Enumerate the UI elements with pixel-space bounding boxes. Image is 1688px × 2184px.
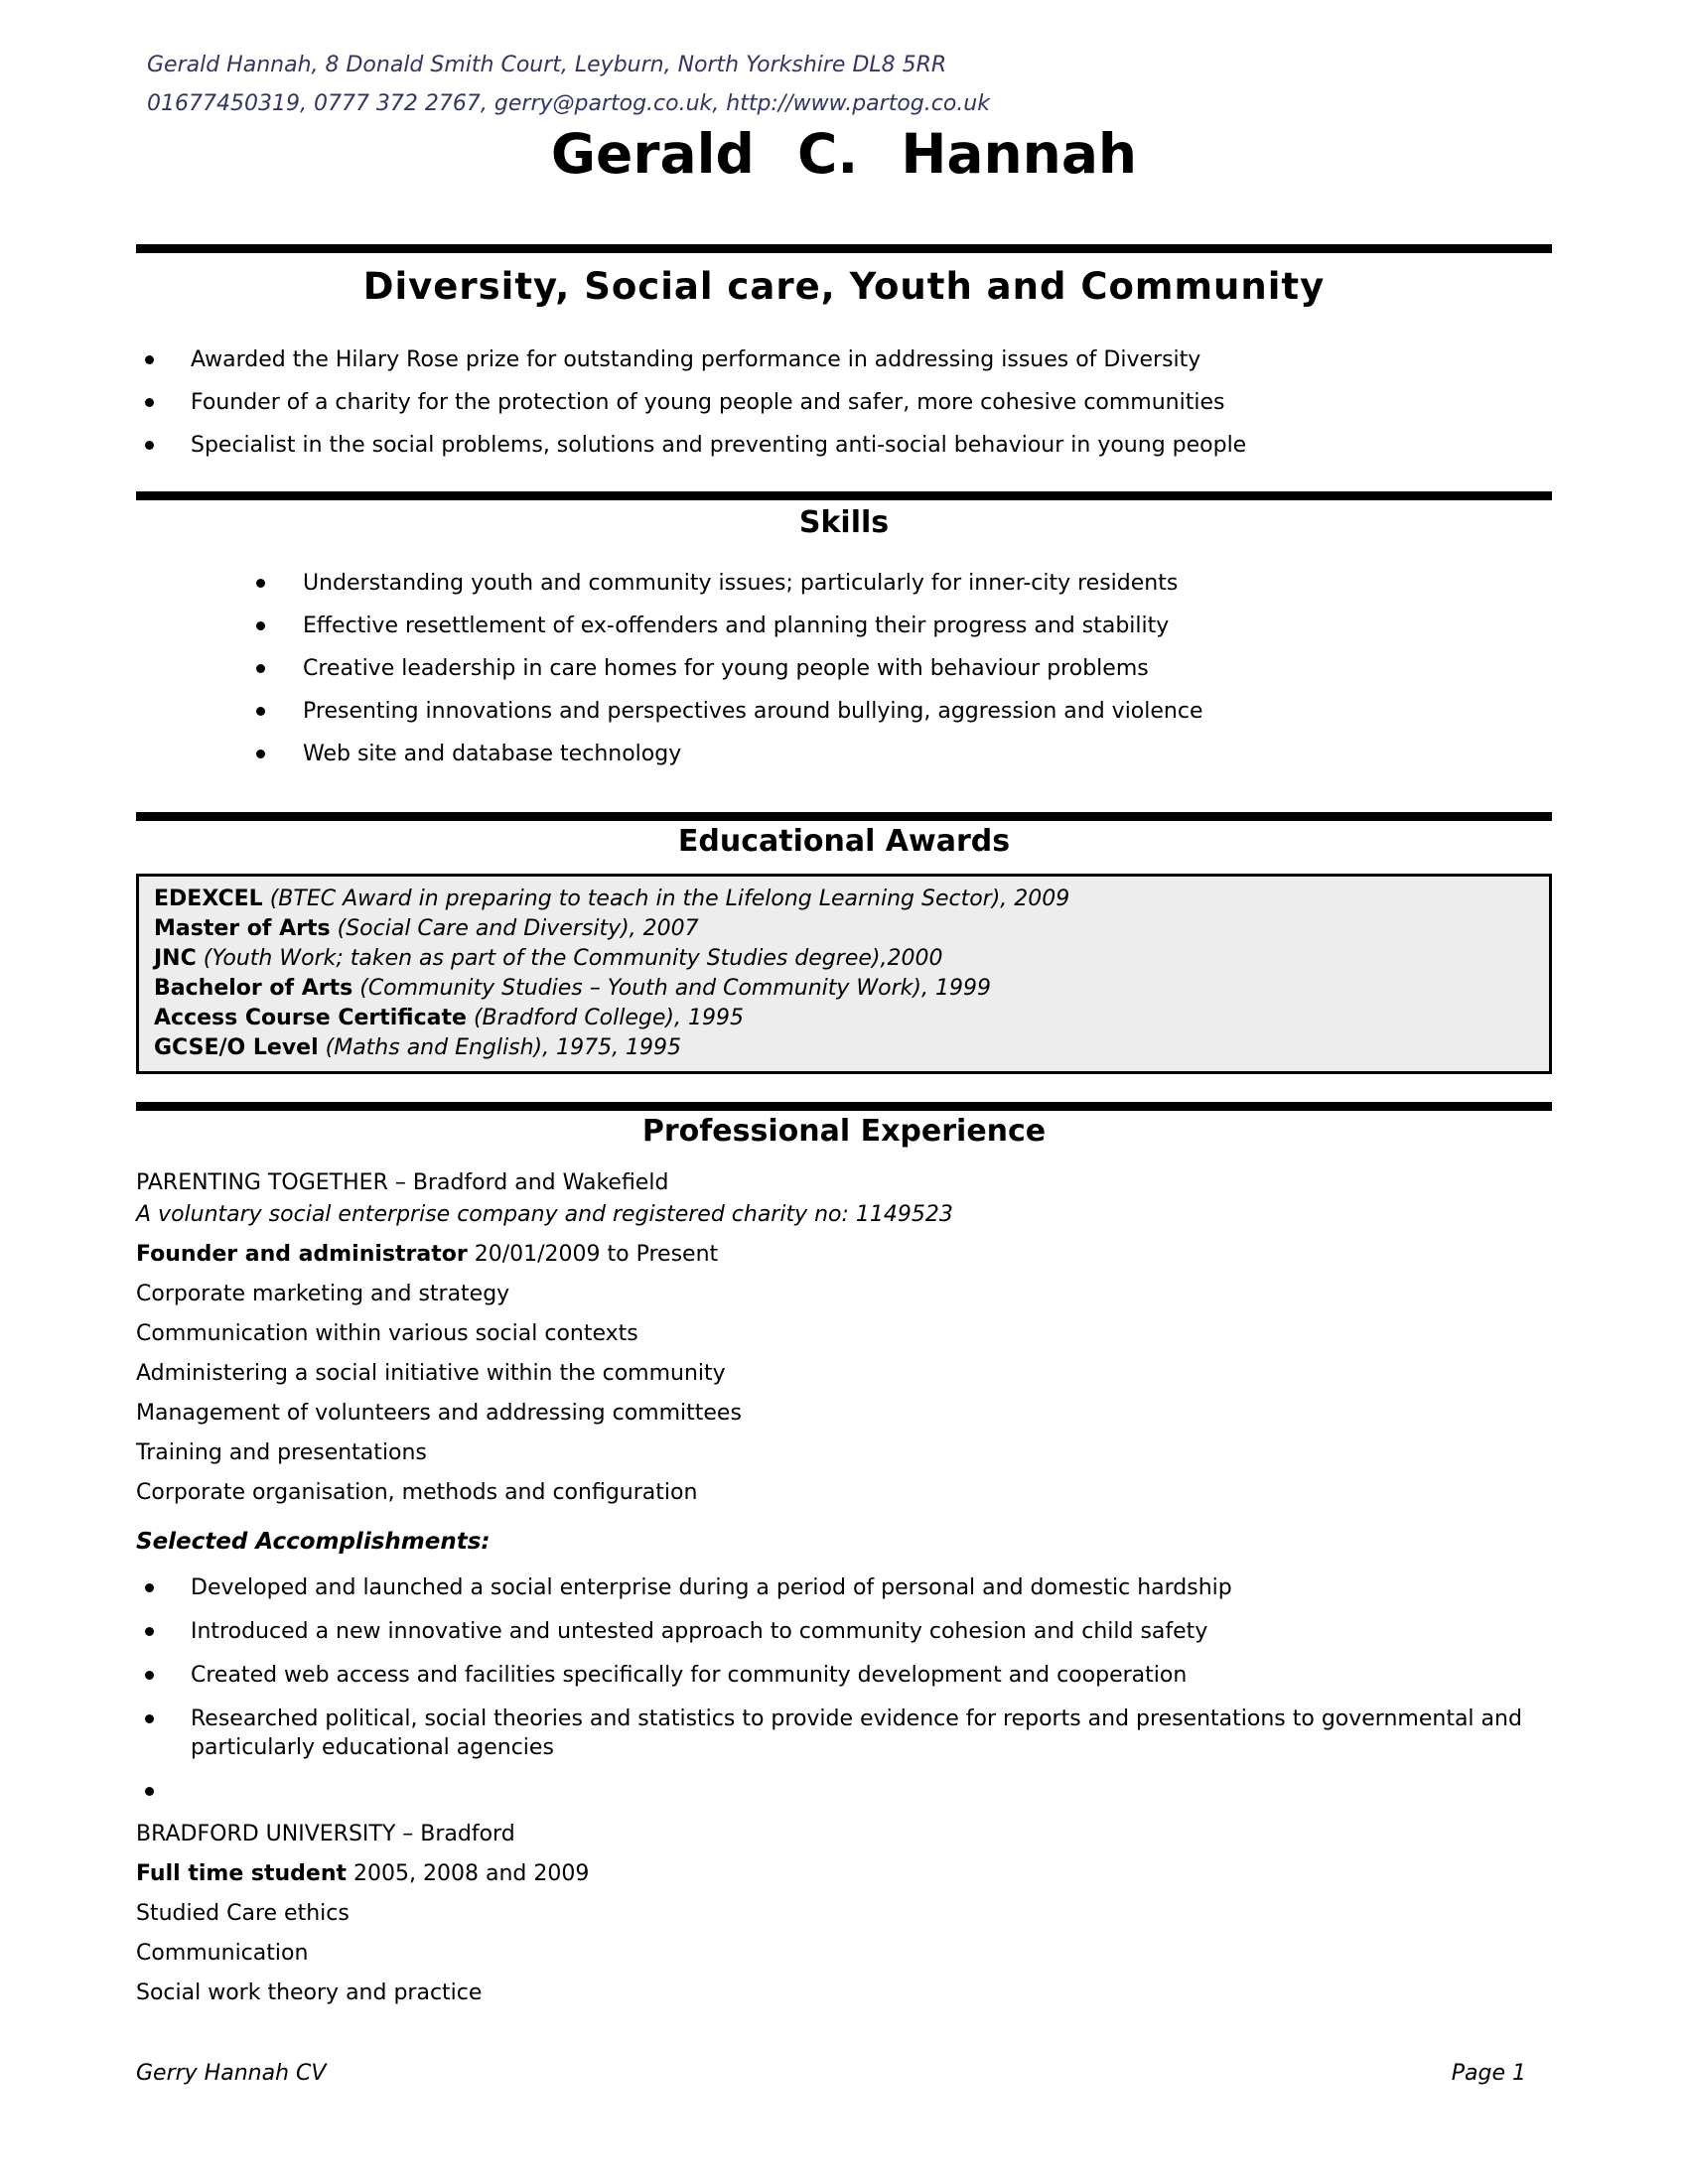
footer-document-title: Gerry Hannah CV (136, 2061, 327, 2086)
section-divider (136, 1102, 1552, 1111)
education-entry (154, 914, 1534, 944)
employer-name: PARENTING TOGETHER – Bradford and Wakefield (136, 1170, 669, 1195)
profile-bullet-list (136, 339, 1552, 467)
employer-name: BRADFORD UNIVERSITY – Bradford (136, 1822, 515, 1846)
duty-line: Training and presentations (136, 1440, 427, 1465)
section-divider (136, 812, 1552, 821)
role-line (136, 1860, 1552, 1887)
duty-line: Management of volunteers and addressing committees (136, 1401, 742, 1426)
accomplishments-heading: Selected Accomplishments: (136, 1529, 491, 1555)
experience-heading: Professional Experience (641, 1114, 1047, 1149)
accomplishment-bullet-empty (136, 1777, 1552, 1806)
accomplishment-bullet: Created web access and facilities specifically for community development and cooperation (136, 1661, 1552, 1690)
profile-bullet: Awarded the Hilary Rose prize for outstanding performance in addressing issues of Diversity (136, 339, 1552, 381)
education-entry-detail: (Bradford College), 1995 (473, 1006, 744, 1030)
education-entry (154, 1033, 1534, 1063)
duty-line: Communication within various social contexts (136, 1321, 638, 1346)
accomplishment-bullet: Developed and launched a social enterprise during a period of personal and domestic hardship (136, 1573, 1552, 1602)
skill-bullet: Web site and database technology (136, 733, 1552, 775)
contact-phone-email-line: 01677450319, 0777 372 2767, gerry@partog.co.uk, http://www.partog.co.uk (147, 91, 990, 116)
education-awards-box (136, 874, 1552, 1074)
education-heading: Educational Awards (677, 824, 1011, 859)
role-dates: 20/01/2009 to Present (474, 1242, 719, 1267)
role-title: Full time student (136, 1861, 348, 1886)
page-footer (136, 2060, 1526, 2087)
duty-line: Corporate marketing and strategy (136, 1282, 510, 1306)
section-divider (136, 244, 1552, 253)
section-divider (136, 491, 1552, 500)
skill-bullet: Effective resettlement of ex-offenders and planning their progress and stability (136, 605, 1552, 647)
skill-bullet: Understanding youth and community issues; particularly for inner-city residents (136, 562, 1552, 605)
experience-block-parenting-together (136, 1169, 1552, 1806)
education-entry-detail: (BTEC Award in preparing to teach in the Lifelong Learning Sector), 2009 (269, 887, 1070, 911)
education-entry-title: GCSE/O Level (154, 1035, 319, 1060)
education-entry (154, 974, 1534, 1004)
footer-page-number: Page 1 (1451, 2061, 1526, 2086)
duty-line: Corporate organisation, methods and configuration (136, 1480, 698, 1505)
profile-bullet: Specialist in the social problems, solutions and preventing anti-social behaviour in young people (136, 424, 1552, 467)
accomplishment-bullet: Researched political, social theories and statistics to provide evidence for reports and presentations to governmental and particularly educational agencies (136, 1705, 1552, 1762)
duty-line: Administering a social initiative within the community (136, 1361, 726, 1386)
role-title: Founder and administrator (136, 1242, 468, 1267)
education-entry-detail: (Community Studies – Youth and Community Work), 1999 (359, 976, 991, 1001)
duty-line: Studied Care ethics (136, 1901, 350, 1926)
profile-heading: Diversity, Social care, Youth and Community (362, 265, 1326, 308)
education-entry-title: Master of Arts (154, 916, 331, 941)
duty-line: Communication (136, 1941, 309, 1966)
contact-address-line: Gerald Hannah, 8 Donald Smith Court, Leyburn, North Yorkshire DL8 5RR (147, 53, 947, 77)
cv-content (136, 0, 1552, 2006)
employer-description: A voluntary social enterprise company and registered charity no: 1149523 (136, 1202, 953, 1227)
duty-line: Social work theory and practice (136, 1980, 483, 2005)
experience-block-bradford-university (136, 1821, 1552, 2006)
cv-name-title: Gerald C. Hannah (550, 122, 1138, 186)
profile-bullet: Founder of a charity for the protection of young people and safer, more cohesive communities (136, 381, 1552, 424)
skills-bullet-list (136, 562, 1552, 775)
accomplishment-bullet: Introduced a new innovative and untested approach to community cohesion and child safety (136, 1617, 1552, 1646)
skill-bullet: Presenting innovations and perspectives around bullying, aggression and violence (136, 690, 1552, 733)
skill-bullet: Creative leadership in care homes for young people with behaviour problems (136, 647, 1552, 690)
education-entry-title: EDEXCEL (154, 887, 263, 911)
education-entry-title: Bachelor of Arts (154, 976, 353, 1001)
education-entry (154, 944, 1534, 974)
role-dates: 2005, 2008 and 2009 (353, 1861, 590, 1886)
role-line (136, 1241, 1552, 1268)
education-entry (154, 885, 1534, 914)
education-entry-detail: (Maths and English), 1975, 1995 (325, 1035, 682, 1060)
skills-heading: Skills (798, 505, 890, 540)
education-entry (154, 1004, 1534, 1033)
education-entry-title: JNC (154, 946, 197, 971)
education-entry-detail: (Social Care and Diversity), 2007 (337, 916, 699, 941)
accomplishments-list (136, 1573, 1552, 1806)
education-entry-detail: (Youth Work; taken as part of the Community Studies degree),2000 (203, 946, 943, 971)
education-entry-title: Access Course Certificate (154, 1006, 467, 1030)
